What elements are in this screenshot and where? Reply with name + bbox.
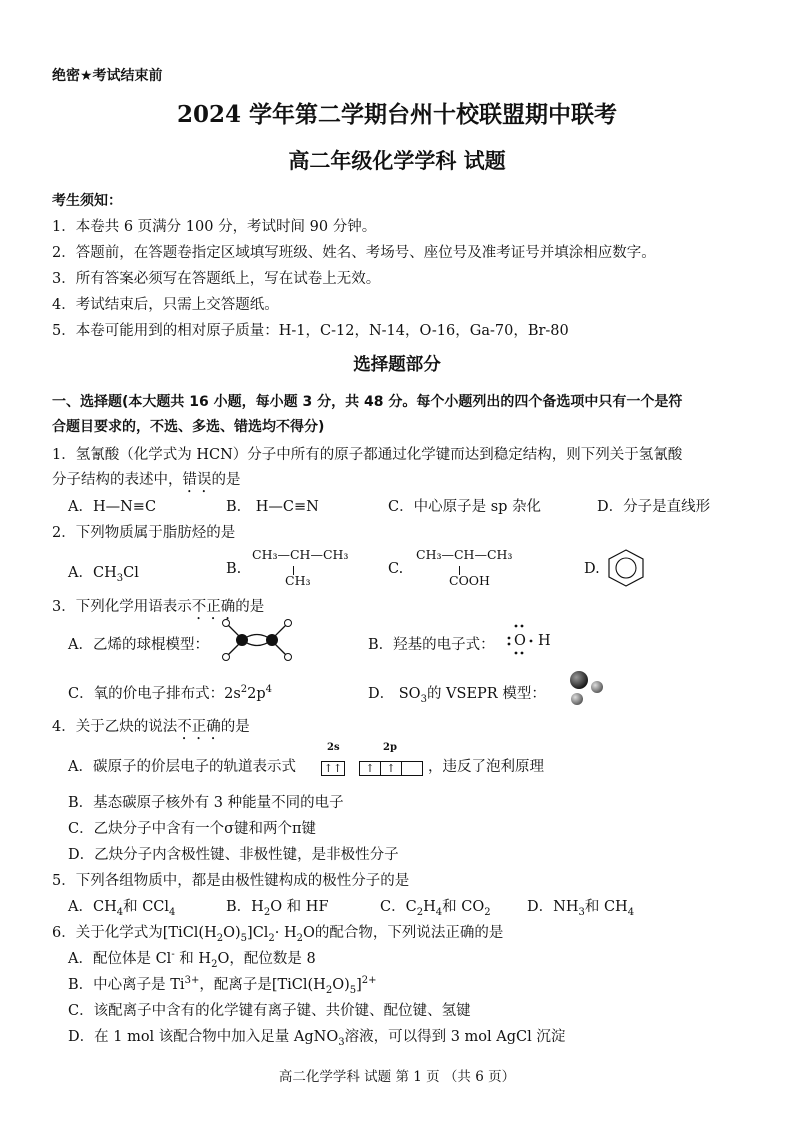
q5-option-c: C．$C_2H_4$和 $CO_2$: [380, 899, 491, 918]
q4-option-b: B．基态碳原子核外有 3 种能量不同的电子: [68, 795, 344, 811]
q4-option-d: D．乙炔分子内含极性键、非极性键，是非极性分子: [68, 847, 399, 863]
q6-option-a: A．配位体是 Cl- 和 $H_2O$，配位数是 8: [68, 949, 316, 970]
q2-option-d-label: D.: [584, 561, 600, 577]
q6-stem: 6．关于化学式为$[TiCl(H_2O)_5]Cl_2\cdot H_2O$的配合物，下列说法正确的是: [52, 925, 504, 944]
notice-item: 3．所有答案必须写在答题纸上，写在试卷上无效。: [52, 271, 381, 287]
exam-subtitle: 高二年级化学学科 试题: [288, 149, 506, 173]
q6-option-d: D．在 1 mol 该配合物中加入足量 AgNO$_3$溶液，可以得到 3 mol AgCl 沉淀: [68, 1029, 566, 1048]
secret-label: 绝密★考试结束前: [52, 68, 163, 84]
orbital-box-2p-3: [402, 761, 423, 776]
q1-stem-line1: 1．氢氰酸（化学式为 HCN）分子中所有的原子都通过化学键而达到稳定结构，则下列关于氢氰酸: [52, 447, 683, 463]
q1-option-d: D．分子是直线形: [597, 499, 711, 515]
orbital-label-2s: 2s: [327, 742, 340, 753]
q1-option-a: A．H—N≡C: [68, 499, 157, 515]
q2-c-structure-branch: COOH: [449, 573, 490, 588]
q2-c-structure-main: CH₃—CH—CH₃: [416, 547, 513, 562]
notice-heading: 考生须知：: [52, 193, 122, 209]
q2-option-a: A．$CH_3Cl$: [68, 565, 139, 584]
q4-option-a-post: ，违反了泡利原理: [428, 759, 544, 775]
q6-option-b: B．中心离子是 $Ti^{3+}$，配离子是$[TiCl(H_2O)_5]^{2+}$: [68, 975, 377, 996]
q1-stem-line2: 分子结构的表述中，错误的是: [52, 472, 241, 488]
orbital-box-2p-2: ↑: [381, 761, 402, 776]
q3-option-d: D． $SO_3$的 VSEPR 模型：: [368, 686, 546, 705]
section-intro-line1: 一、选择题(本大题共 16 小题，每小题 3 分，共 48 分。每个小题列出的四个备选项中只有一个是符: [52, 394, 683, 410]
notice-item: 2．答题前，在答题卷指定区域填写班级、姓名、考场号、座位号及准考证号并填涂相应数字。: [52, 245, 656, 261]
q5-option-d: D．$NH_3$和 $CH_4$: [527, 899, 635, 918]
q1-option-c: C．中心原子是 sp 杂化: [388, 499, 542, 515]
q2-option-c-label: C.: [388, 561, 404, 577]
page-footer: 高二化学学科 试题 第 1 页 （共 6 页）: [278, 1069, 516, 1085]
q2-stem: 2．下列物质属于脂肪烃的是: [52, 525, 236, 541]
q2-option-b-label: B.: [226, 561, 242, 577]
q5-option-b: B．$H_2O$ 和 HF: [226, 899, 329, 918]
orbital-box-2s: ↑↑: [321, 761, 345, 776]
hydroxyl-oxygen: O: [514, 633, 526, 649]
electron-dots-icon: [505, 623, 537, 657]
q2-b-structure-main: CH₃—CH—CH₃: [252, 547, 349, 562]
q6-option-c: C．该配离子中含有的化学键有离子键、共价键、配位键、氢键: [68, 1003, 471, 1019]
q3-option-a: A．乙烯的球棍模型：: [68, 637, 209, 653]
orbital-label-2p: 2p: [383, 742, 397, 753]
q4-option-a-pre: A．碳原子的价层电子的轨道表示式: [68, 759, 296, 775]
orbital-diagram: [321, 758, 423, 777]
exam-title: 2024 学年第二学期台州十校联盟期中联考: [176, 101, 618, 128]
notice-item: 1．本卷共 6 页满分 100 分，考试时间 90 分钟。: [52, 219, 377, 235]
hydroxyl-hydrogen: H: [538, 633, 551, 649]
ethylene-ball-stick-model-icon: [218, 617, 296, 663]
q3-option-b: B．羟基的电子式：: [368, 637, 495, 653]
so3-vsepr-model-icon: [564, 668, 610, 708]
benzene-ring-icon: [606, 549, 646, 585]
q3-option-c: C．氧的价电子排布式：$2s^22p^4$: [68, 684, 273, 702]
q5-option-a: A．$CH_4$和 CCl$_4$: [68, 899, 176, 918]
q4-stem: 4．关于乙炔的说法不正确的是: [52, 719, 250, 735]
q3-stem: 3．下列化学用语表示不正确的是: [52, 599, 265, 615]
orbital-box-2p-1: ↑: [359, 761, 381, 776]
notice-item: 5．本卷可能用到的相对原子质量：H-1，C-12，N-14，O-16，Ga-70，Br-80: [52, 323, 569, 339]
q4-option-c: C．乙炔分子中含有一个σ键和两个π键: [68, 821, 317, 837]
q5-stem: 5．下列各组物质中，都是由极性键构成的极性分子的是: [52, 873, 410, 889]
q1-option-b: B． H—C≡N: [226, 499, 319, 515]
q2-b-structure-branch: CH₃: [285, 573, 311, 588]
section-intro-line2: 合题目要求的，不选、多选、错选均不得分): [52, 419, 325, 435]
notice-item: 4．考试结束后，只需上交答题纸。: [52, 297, 279, 313]
section-title: 选择题部分: [353, 355, 441, 375]
